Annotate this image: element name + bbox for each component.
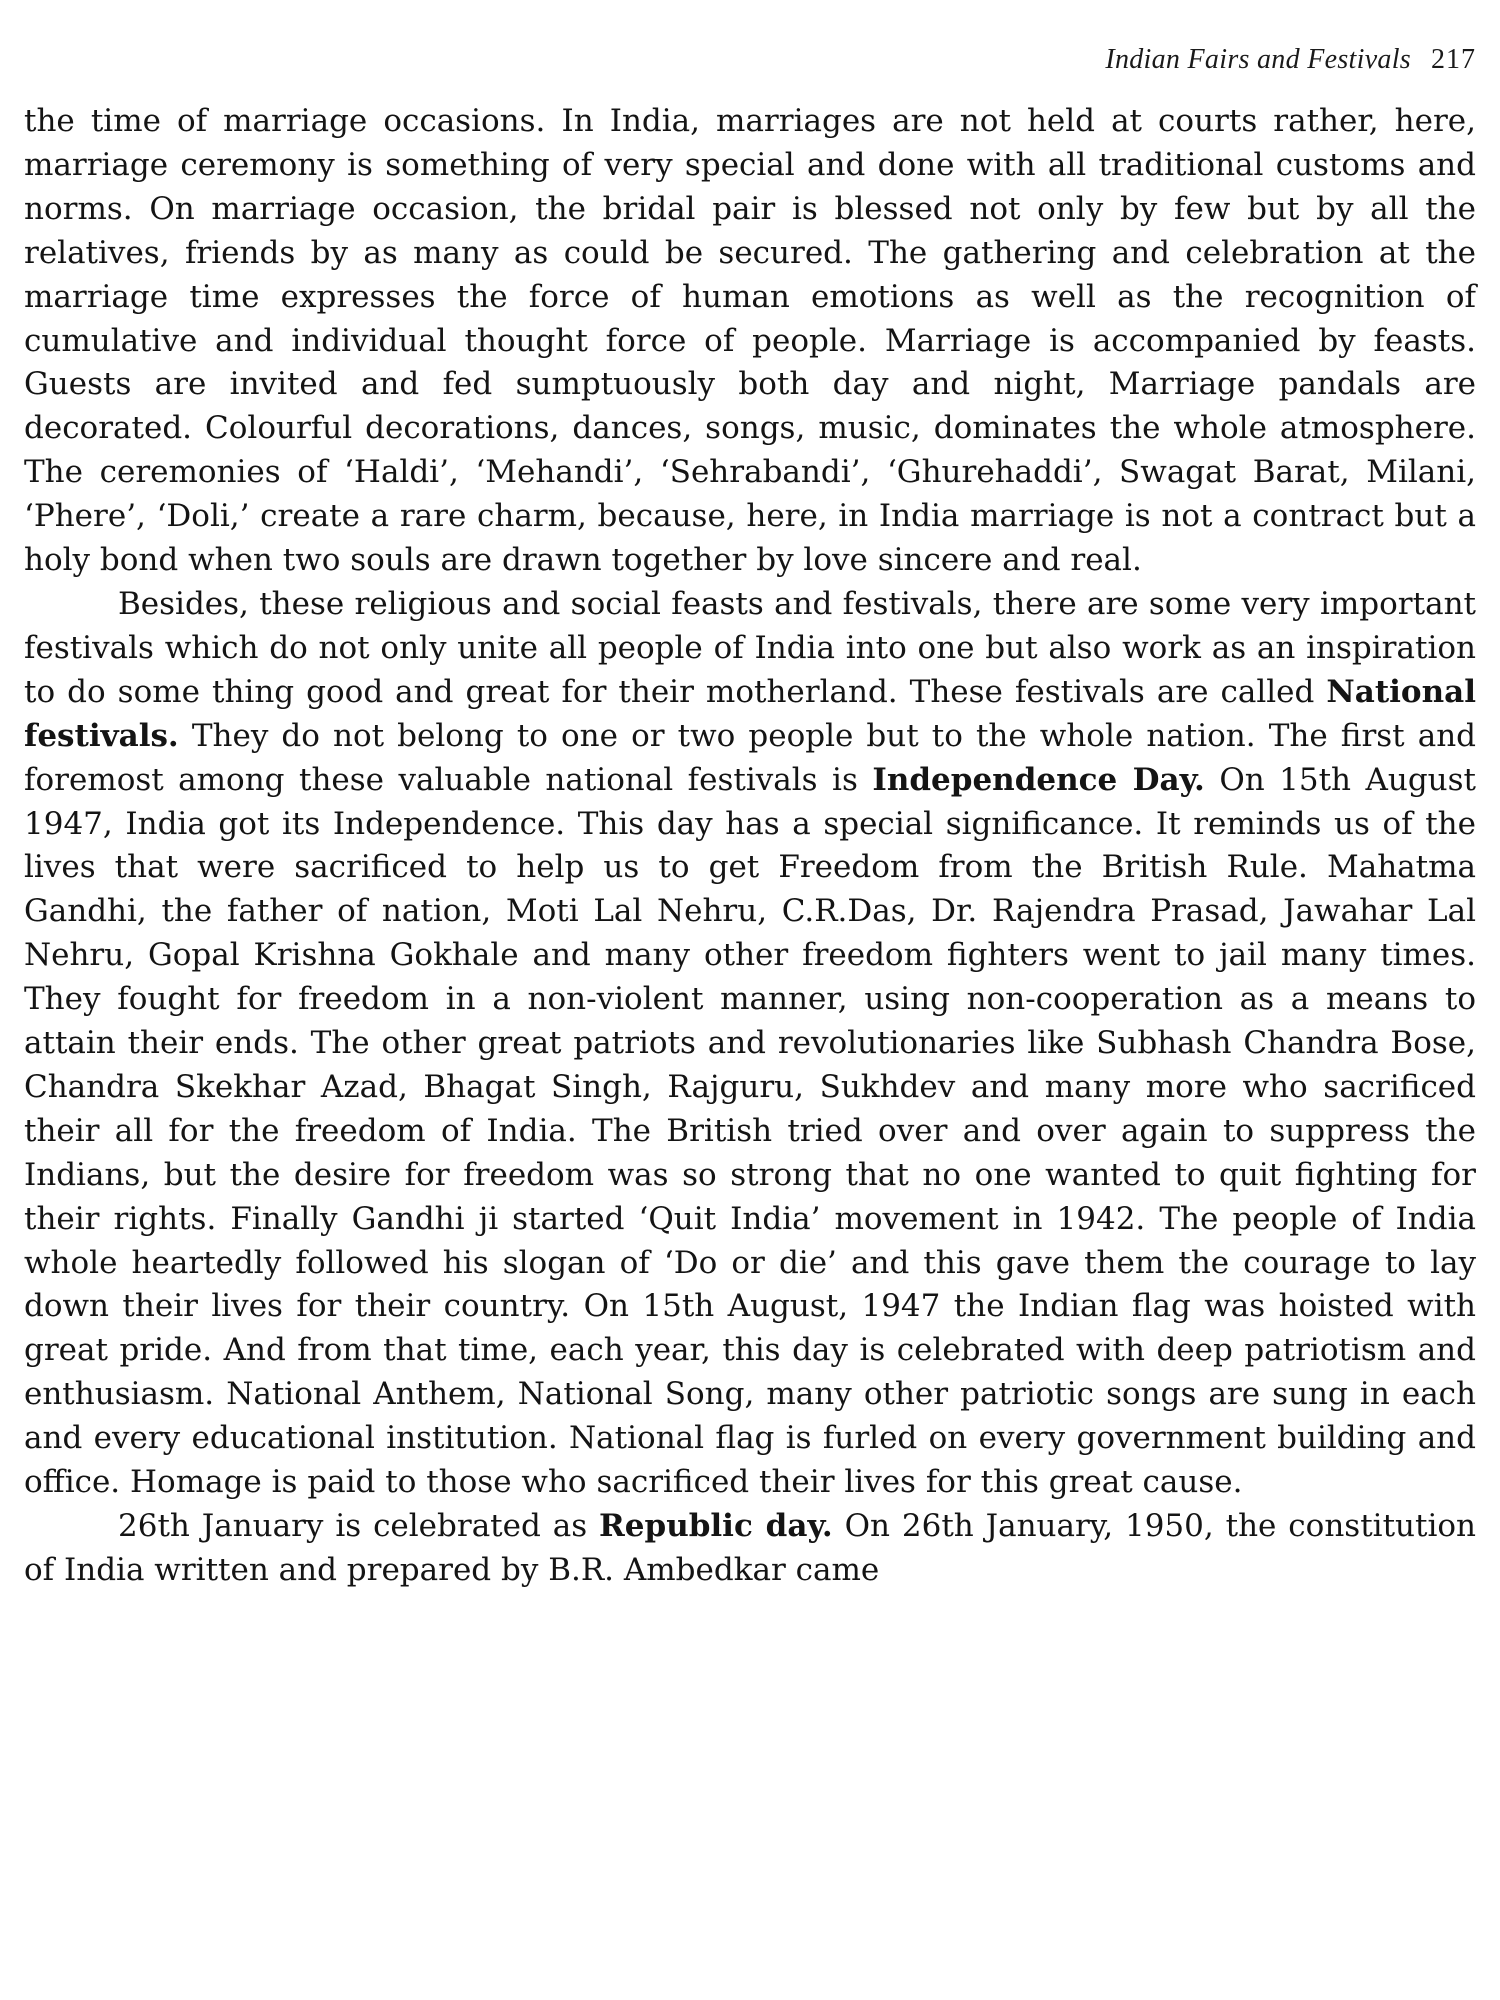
running-head bbox=[24, 30, 1476, 90]
running-title: Indian Fairs and Festivals bbox=[1105, 44, 1411, 75]
bold-term-republic-day: Republic day. bbox=[599, 1508, 833, 1544]
paragraph-text: 26th January is celebrated as bbox=[118, 1508, 588, 1544]
bold-term-independence-day: Independence Day. bbox=[872, 761, 1205, 798]
paragraph-text: Besides, these religious and social feasts and festivals, there are some very important festivals which do not only unite all people of India into one but also work as an inspiration to do some thing good and great for their motherland. These festivals are called bbox=[24, 585, 1476, 710]
body-text bbox=[24, 100, 1476, 1593]
book-page bbox=[24, 30, 1476, 1980]
paragraph-text: They do not belong to one or two people but to the whole nation. The first and foremost among these valuable national festivals is bbox=[24, 717, 1476, 798]
paragraph-republic-day bbox=[24, 1505, 1476, 1593]
paragraph-national-festivals bbox=[24, 583, 1476, 1505]
page-number: 217 bbox=[1431, 44, 1476, 75]
paragraph-marriage: the time of marriage occasions. In India, marriages are not held at courts rather, here, marriage ceremony is something of very special and done with all traditional customs and norms. On marriage occasion, the bridal pair is blessed not only by few but by all the relatives, friends by as many as could be secured. The gathering and celebration at the marriage time expresses the force of human emotions as well as the recognition of cumulative and individual thought force of people. Marriage is accompanied by feasts. Guests are invited and fed sumptuously both day and night, Marriage pandals are decorated. Colourful decorations, dances, songs, music, dominates the whole atmosphere. The ceremonies of ‘Haldi’, ‘Mehandi’, ‘Sehrabandi’, ‘Ghurehaddi’, Swagat Barat, Milani, ‘Phere’, ‘Doli,’ create a rare charm, because, here, in India marriage is not a contract but a holy bond when two souls are drawn together by love sincere and real. bbox=[24, 103, 1476, 579]
paragraph-text: On 26th January, 1950, the constitution of India written and prepared by B.R. Ambedkar came bbox=[24, 1508, 1476, 1588]
paragraph-text: On 15th August 1947, India got its Independence. This day has a special significance. It reminds us of the lives that were sacrificed to help us to get Freedom from the British Rule. Mahatma Gandhi, the father of nation, Moti Lal Nehru, C.R.Das, Dr. Rajendra Prasad, Jawahar Lal Nehru, Gopal Krishna Gokhale and many other freedom fighters went to jail many times. They fought for freedom in a non-violent manner, using non-cooperation as a means to attain their ends. The other great patriots and revolutionaries like Subhash Chandra Bose, Chandra Skekhar Azad, Bhagat Singh, Rajguru, Sukhdev and many more who sacrificed their all for the freedom of India. The British tried over and over again to suppress the Indians, but the desire for freedom was so strong that no one wanted to quit fighting for their rights. Finally Gandhi ji started ‘Quit India’ movement in 1942. The people of India whole heartedly followed his slogan of ‘Do or die’ and this gave them the courage to lay down their lives for their country. On 15th August, 1947 the Indian flag was hoisted with great pride. And from that time, each year, this day is celebrated with deep patriotism and enthusiasm. National Anthem, National Song, many other patriotic songs are sung in each and every educational institution. National flag is furled on every government building and office. Homage is paid to those who sacrificed their lives for this great cause. bbox=[24, 761, 1476, 1501]
bold-term-national-festivals: National festivals. bbox=[24, 673, 1476, 754]
